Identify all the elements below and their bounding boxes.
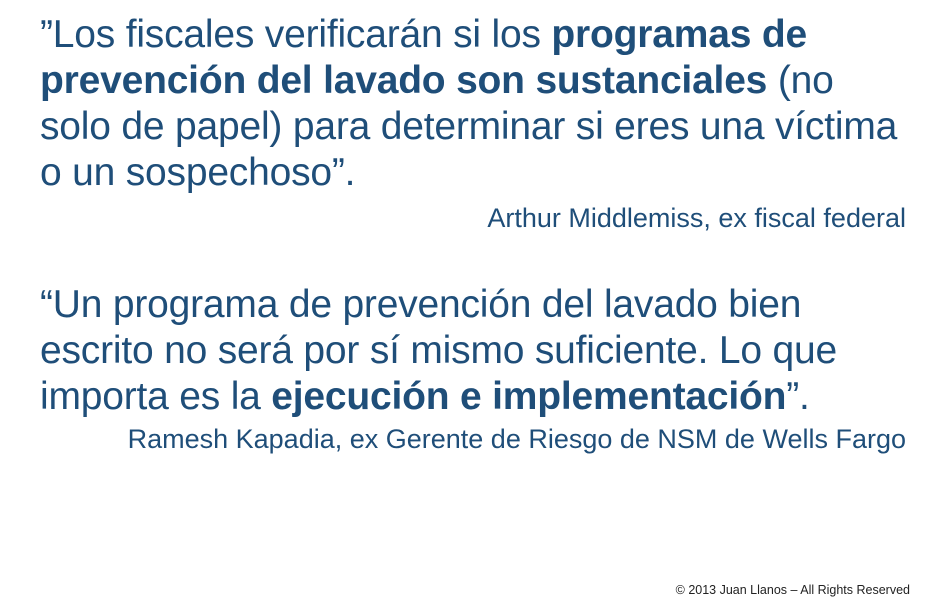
quote-2-segment-bold: ejecución e implementación xyxy=(271,375,787,419)
quote-2-attribution: Ramesh Kapadia, ex Gerente de Riesgo de NSM de Wells Fargo xyxy=(127,423,906,454)
quote-1-segment-plain-1: ”Los fiscales verificarán si los xyxy=(40,13,552,56)
copyright-notice: © 2013 Juan Llanos – All Rights Reserved xyxy=(675,583,910,597)
quote-1-segment-bold: programas de prevención del lavado son sustanciales xyxy=(40,13,807,103)
quote-block-2 xyxy=(40,282,912,454)
quote-text-1 xyxy=(40,12,912,196)
quote-1-attribution: Arthur Middlemiss, ex fiscal federal xyxy=(487,203,906,234)
quote-1-segment-plain-2: (no solo de papel) para determinar si eres una víctima o un sospechoso”. xyxy=(40,59,898,195)
quote-2-segment-plain-1: “Un programa de prevención del lavado bien escrito no será por sí mismo suficiente. Lo que importa es la xyxy=(40,283,837,419)
quote-block-1 xyxy=(40,12,912,234)
quote-text-2 xyxy=(40,282,912,420)
quote-2-segment-plain-2: ”. xyxy=(786,375,810,419)
